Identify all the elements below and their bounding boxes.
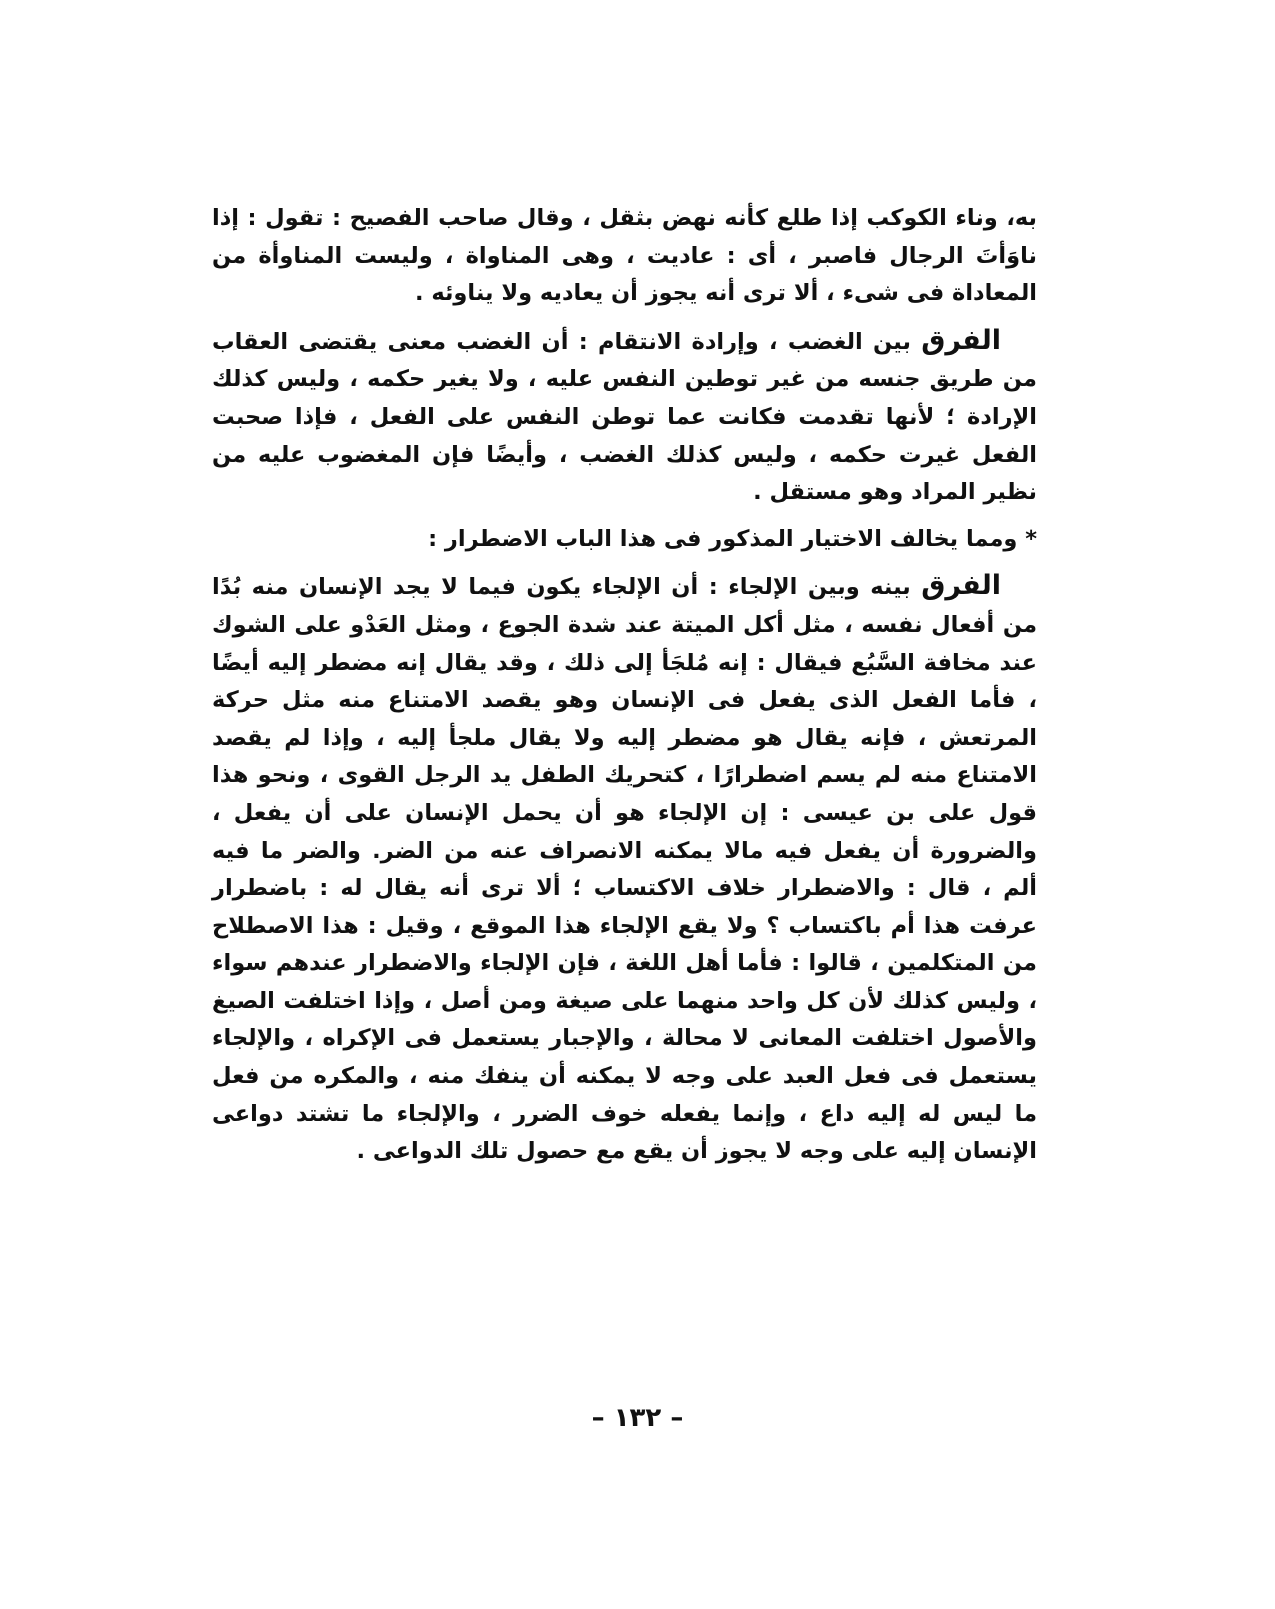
section-term: الفرق: [921, 324, 1001, 356]
paragraph-compulsion: [212, 567, 1037, 1171]
heading-text: * ومما يخالف الاختيار المذكور فى هذا الباب الاضطرار :: [428, 525, 1037, 552]
paragraph-text: أن الإلجاء يكون فيما لا يجد الإنسان منه بُدًا من أفعال نفسه ، مثل أكل الميتة عند شدة الجوع ، ومثل العَدْو على الشوك عند مخافة السَّبُع فيقال : إنه مُلجَأ إلى ذلك ، وقد يقال إنه مضطر إليه أيضًا ، فأما الفعل الذى يفعل فى الإنسان وهو يقصد الامتناع منه مثل حركة المرتعش ، فإنه يقال هو مضطر إليه ولا يقال ملجأ إليه ، وإذا لم يقصد الامتناع منه لم يسم اضطرارًا ، كتحريك الطفل يد الرجل القوى ، ونحو هذا قول على بن عيسى : إن الإلجاء هو أن يحمل الإنسان على أن يفعل ، والضرورة أن يفعل فيه مالا يمكنه الانصراف عنه من الضر. والضر ما فيه ألم ، قال : والاضطرار خلاف الاكتساب ؛ ألا ترى أنه يقال له : باضطرار عرفت هذا أم باكتساب ؟ ولا يقع الإلجاء هذا الموقع ، وقيل : هذا الاصطلاح من المتكلمين ، قالوا : فأما أهل اللغة ، فإن الإلجاء والاضطرار عندهم سواء ، وليس كذلك لأن كل واحد منهما على صيغة ومن أصل ، وإذا اختلفت الصيغ والأصول اختلفت المعانى لا محالة ، والإجبار يستعمل فى الإكراه ، والإلجاء يستعمل فى فعل العبد على وجه لا يمكنه أن ينفك منه ، والمكره من فعل ما ليس له إليه داع ، وإنما يفعله خوف الضرر ، والإلجاء ما تشتد دواعى الإنسان إليه على وجه لا يجوز أن يقع مع حصول تلك الدواعى .: [212, 574, 1037, 1165]
paragraph-anger-vs-revenge: [212, 322, 1037, 512]
page-number: – ١٣٢ –: [591, 1403, 684, 1433]
paragraph-text: أن الغضب معنى يقتضى العقاب من طريق جنسه من غير توطين النفس عليه ، ولا يغير حكمه ، وليس كذلك الإرادة ؛ لأنها تقدمت فكانت عما توطن النفس على الفعل ، فإذا صحبت الفعل غيرت حكمه ، وليس كذلك الغضب ، وأيضًا فإن المغضوب عليه من نظير المراد وهو مستقل .: [212, 328, 1037, 506]
body-text: [212, 200, 1037, 1180]
section-heading: [212, 521, 1037, 559]
section-term: الفرق: [921, 570, 1001, 602]
paragraph-continuation: [212, 200, 1037, 313]
section-lead: بينه وبين الإلجاء :: [698, 574, 922, 601]
paragraph-text: به، وناء الكوكب إذا طلع كأنه نهض بثقل ، وقال صاحب الفصيح : تقول : إذا ناوَأتَ الرجال فاصبر ، أى : عاديت ، وهى المناواة ، وليست المناوأة من المعاداة فى شىء ، ألا ترى أنه يجوز أن يعاديه ولا يناوئه .: [212, 205, 1037, 307]
section-lead: بين الغضب ، وإرادة الانتقام :: [568, 328, 922, 355]
